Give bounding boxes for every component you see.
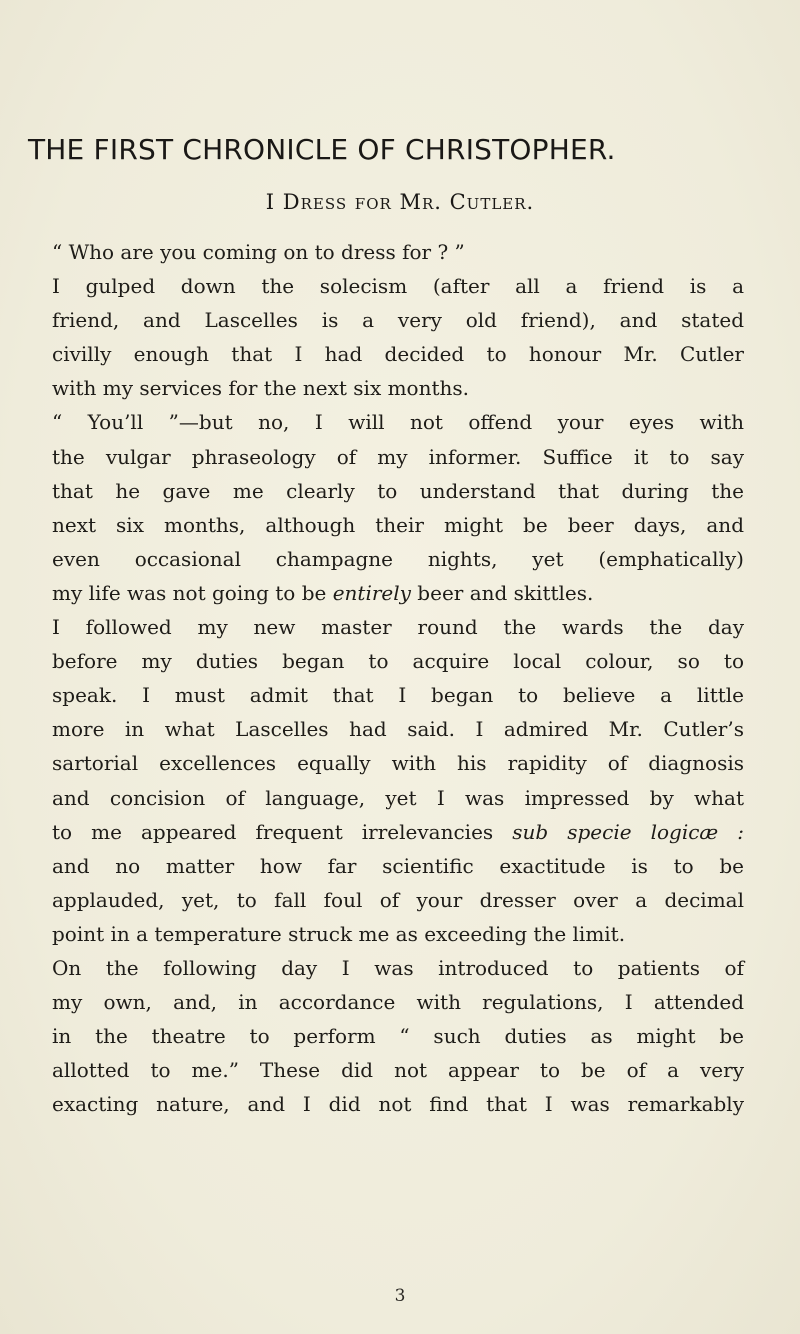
text-line: my life was not going to be entirely beer and skittles. [52, 580, 594, 605]
text-line: even occasional champagne nights, yet (emphatically) [52, 546, 744, 571]
text-line: I gulped down the solecism (after all a friend is a [52, 274, 744, 299]
text-line: “ Who are you coming on to dress for ? ” [52, 240, 465, 264]
running-head: THE FIRST CHRONICLE OF CHRISTOPHER. [28, 133, 616, 166]
text-line: the vulgar phraseology of my informer. Suffice it to say [52, 444, 744, 469]
text-line: “ You’ll ”—but no, I will not offend your eyes with [52, 410, 744, 435]
text-line: my own, and, in accordance with regulations, I attended [52, 990, 744, 1015]
text-line: next six months, although their might be beer days, and [52, 512, 744, 537]
page-number: 3 [394, 1286, 406, 1306]
text-line: sartorial excellences equally with his rapidity of diagnosis [52, 751, 744, 776]
italic-phrase: sub specie logicæ : [512, 819, 745, 844]
text-line: point in a temperature struck me as exceeding the limit. [52, 921, 626, 946]
text-line: with my services for the next six months. [52, 376, 470, 401]
text-line: more in what Lascelles had said. I admired Mr. Cutler’s [52, 717, 744, 742]
text-line: to me appeared frequent irrelevancies sub specie logicæ : [52, 819, 745, 844]
text-line: exacting nature, and I did not find that I was remarkably [52, 1092, 744, 1117]
text-line: and concision of language, yet I was impressed by what [52, 785, 744, 810]
chapter-title: I Dress for Mr. Cutler. [265, 190, 535, 214]
text-line: that he gave me clearly to understand that during the [52, 478, 744, 503]
body-text [52, 235, 744, 1121]
text-line: friend, and Lascelles is a very old friend), and stated [52, 308, 744, 333]
text-line: On the following day I was introduced to patients of [52, 955, 744, 980]
text-line: I followed my new master round the wards the day [52, 615, 744, 640]
italic-phrase: entirely [332, 580, 411, 605]
text-line: and no matter how far scientific exactitude is to be [52, 853, 744, 878]
text-line: applauded, yet, to fall foul of your dresser over a decimal [52, 887, 744, 912]
text-line: before my duties began to acquire local colour, so to [52, 649, 744, 674]
text-line: civilly enough that I had decided to honour Mr. Cutler [52, 342, 744, 367]
text-line: allotted to me.” These did not appear to be of a very [52, 1058, 744, 1083]
text-line: in the theatre to perform “ such duties as might be [52, 1024, 744, 1049]
text-line: speak. I must admit that I began to believe a little [52, 683, 744, 708]
